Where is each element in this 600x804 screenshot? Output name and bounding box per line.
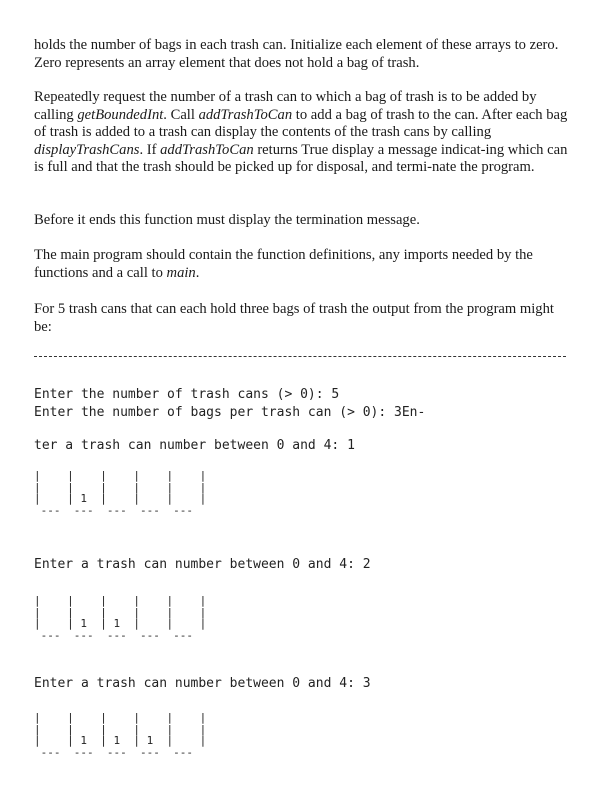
text-run: For 5 trash cans that can each hold three bags of trash the output from the program might be: (34, 301, 554, 335)
console-line-bags: Enter the number of bags per trash can (> 0): 3En- (34, 405, 426, 420)
text-run: holds the number of bags in each trash can. Initialize each element of these arrays to zero. Zero represents an array element that does not hold a bag of trash. (34, 37, 559, 71)
function-name: main (166, 264, 196, 281)
text-run: Before it ends this function must display the termination message. (34, 212, 420, 228)
text-run: . (195, 264, 200, 281)
console-prompt-2: Enter a trash can number between 0 and 4: 2 (34, 557, 371, 572)
console-prompt-1: ter a trash can number between 0 and 4: 1 (34, 438, 355, 453)
text-run: Repeatedly request the number of a trash can to which a bag of trash is to be added by calling (34, 89, 537, 123)
text-run: to add a bag of trash to the can. After each bag of trash is added to a trash can display the contents of the trash cans by calling (34, 106, 568, 141)
console-prompt-3: Enter a trash can number between 0 and 4: 3 (34, 676, 371, 691)
function-name: getBoundedInt (77, 106, 164, 123)
text-run: The main program should contain the function definitions, any imports needed by the functions and a call to (34, 247, 533, 281)
paragraph-arrays (34, 37, 574, 72)
text-run: . Call (163, 106, 199, 123)
paragraph-repeat-request (34, 89, 574, 177)
trash-can-grid-3: | | | | | | | | | | | | | | 1 | 1 | 1 | | --- --- --- --- --- (34, 711, 207, 759)
function-name: addTrashToCan (160, 141, 254, 158)
function-name: displayTrashCans (34, 141, 140, 158)
trash-can-grid-2: | | | | | | | | | | | | | | 1 | 1 | | | --- --- --- --- --- (34, 594, 207, 642)
paragraph-example-intro (34, 301, 574, 336)
text-run: . If (139, 141, 161, 158)
function-name: addTrashToCan (198, 106, 293, 123)
text-run: returns True display a message indicat-ing which can is full and that the trash should be picked up for disposal, and termi-nate the program. (34, 141, 568, 176)
trash-can-grid-1: | | | | | | | | | | | | | | 1 | | | | --- --- --- --- --- (34, 469, 207, 517)
console-line-cans: Enter the number of trash cans (> 0): 5 (34, 387, 340, 402)
dashed-separator (34, 356, 566, 357)
paragraph-termination (34, 212, 574, 230)
paragraph-main-program (34, 247, 574, 282)
